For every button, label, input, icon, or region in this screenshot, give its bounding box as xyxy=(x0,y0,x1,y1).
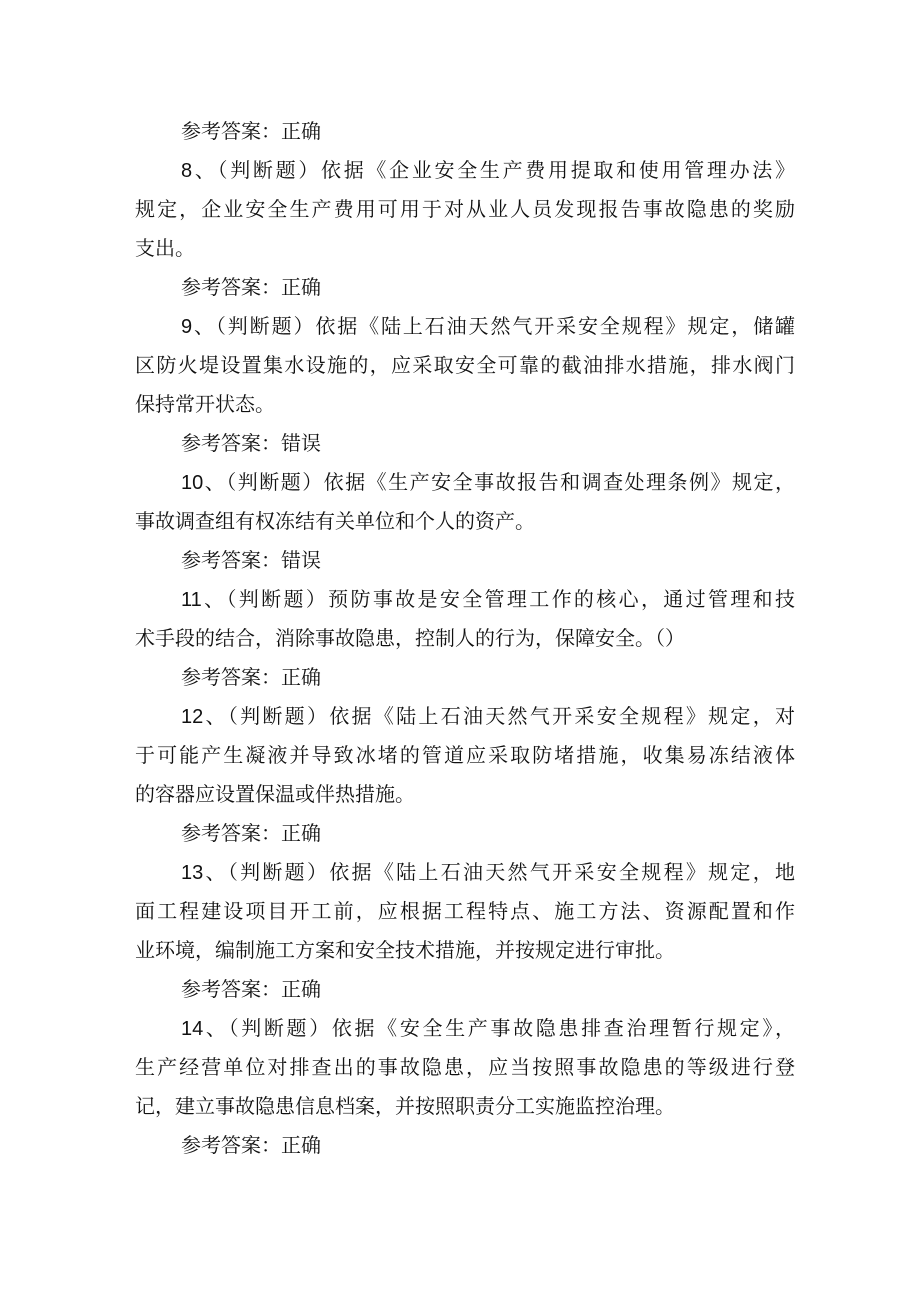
question-text: 、（判断题）预防事故是安全管理工作的核心，通过管理和技 xyxy=(201,587,795,611)
answer-value: 正确 xyxy=(281,275,321,299)
answer-value: 正确 xyxy=(281,977,321,1001)
answer-label: 参考答案： xyxy=(181,548,281,572)
answer-line xyxy=(181,1132,321,1158)
answer-value: 错误 xyxy=(281,431,321,455)
question-line xyxy=(181,1015,795,1041)
question-line xyxy=(135,781,415,807)
question-text: 记，建立事故隐患信息档案，并按照职责分工实施监控治理。 xyxy=(135,1094,675,1118)
question-text: 的容器应设置保温或伴热措施。 xyxy=(135,782,415,806)
question-text: 面工程建设项目开工前，应根据工程特点、施工方法、资源配置和作 xyxy=(135,899,795,923)
question-line xyxy=(181,157,795,183)
question-text: 业环境，编制施工方案和安全技术措施，并按规定进行审批。 xyxy=(135,938,675,962)
question-line xyxy=(135,742,795,768)
answer-value: 正确 xyxy=(281,665,321,689)
answer-value: 错误 xyxy=(281,548,321,572)
answer-value: 正确 xyxy=(281,1133,321,1157)
question-number: 9 xyxy=(181,316,193,338)
answer-value: 正确 xyxy=(281,119,321,143)
question-line xyxy=(135,625,685,651)
question-text: 规定，企业安全生产费用可用于对从业人员发现报告事故隐患的奖励 xyxy=(135,197,795,221)
answer-line xyxy=(181,976,321,1002)
question-number: 11 xyxy=(181,589,202,611)
question-line xyxy=(135,898,795,924)
question-text: 、（判断题）依据《生产安全事故报告和调查处理条例》规定， xyxy=(203,470,795,494)
question-text: 术手段的结合，消除事故隐患，控制人的行为，保障安全。（） xyxy=(135,626,685,650)
question-text: 、（判断题）依据《陆上石油天然气开采安全规程》规定，储罐 xyxy=(192,314,795,338)
question-text: 于可能产生凝液并导致冰堵的管道应采取防堵措施，收集易冻结液体 xyxy=(135,743,795,767)
question-line xyxy=(135,1093,675,1119)
question-text: 、（判断题）依据《安全生产事故隐患排查治理暂行规定》， xyxy=(203,1016,795,1040)
question-text: 保持常开状态。 xyxy=(135,392,275,416)
answer-line xyxy=(181,547,321,573)
question-line xyxy=(135,391,275,417)
question-number: 8 xyxy=(181,160,193,182)
answer-label: 参考答案： xyxy=(181,275,281,299)
answer-line xyxy=(181,430,321,456)
question-number: 13 xyxy=(181,862,204,884)
question-line xyxy=(135,235,195,261)
question-number: 14 xyxy=(181,1018,204,1040)
answer-label: 参考答案： xyxy=(181,1133,281,1157)
question-line xyxy=(181,313,795,339)
question-line xyxy=(181,586,795,612)
question-line xyxy=(135,352,795,378)
answer-label: 参考答案： xyxy=(181,821,281,845)
question-text: 、（判断题）依据《企业安全生产费用提取和使用管理办法》 xyxy=(192,158,795,182)
answer-label: 参考答案： xyxy=(181,119,281,143)
answer-label: 参考答案： xyxy=(181,665,281,689)
question-line xyxy=(135,508,535,534)
question-number: 12 xyxy=(181,706,204,728)
question-text: 、（判断题）依据《陆上石油天然气开采安全规程》规定，对 xyxy=(203,704,795,728)
answer-line xyxy=(181,274,321,300)
answer-value: 正确 xyxy=(281,821,321,845)
question-number: 10 xyxy=(181,472,204,494)
question-text: 生产经营单位对排查出的事故隐患，应当按照事故隐患的等级进行登 xyxy=(135,1055,795,1079)
question-text: 、（判断题）依据《陆上石油天然气开采安全规程》规定，地 xyxy=(203,860,795,884)
question-text: 区防火堤设置集水设施的，应采取安全可靠的截油排水措施，排水阀门 xyxy=(135,353,795,377)
question-line xyxy=(181,703,795,729)
question-line xyxy=(135,196,795,222)
answer-label: 参考答案： xyxy=(181,431,281,455)
question-line xyxy=(135,1054,795,1080)
question-line xyxy=(181,859,795,885)
question-line xyxy=(135,937,675,963)
answer-line xyxy=(181,820,321,846)
question-text: 支出。 xyxy=(135,236,195,260)
question-line xyxy=(181,469,795,495)
answer-line xyxy=(181,664,321,690)
answer-label: 参考答案： xyxy=(181,977,281,1001)
question-text: 事故调查组有权冻结有关单位和个人的资产。 xyxy=(135,509,535,533)
answer-line xyxy=(181,118,321,144)
